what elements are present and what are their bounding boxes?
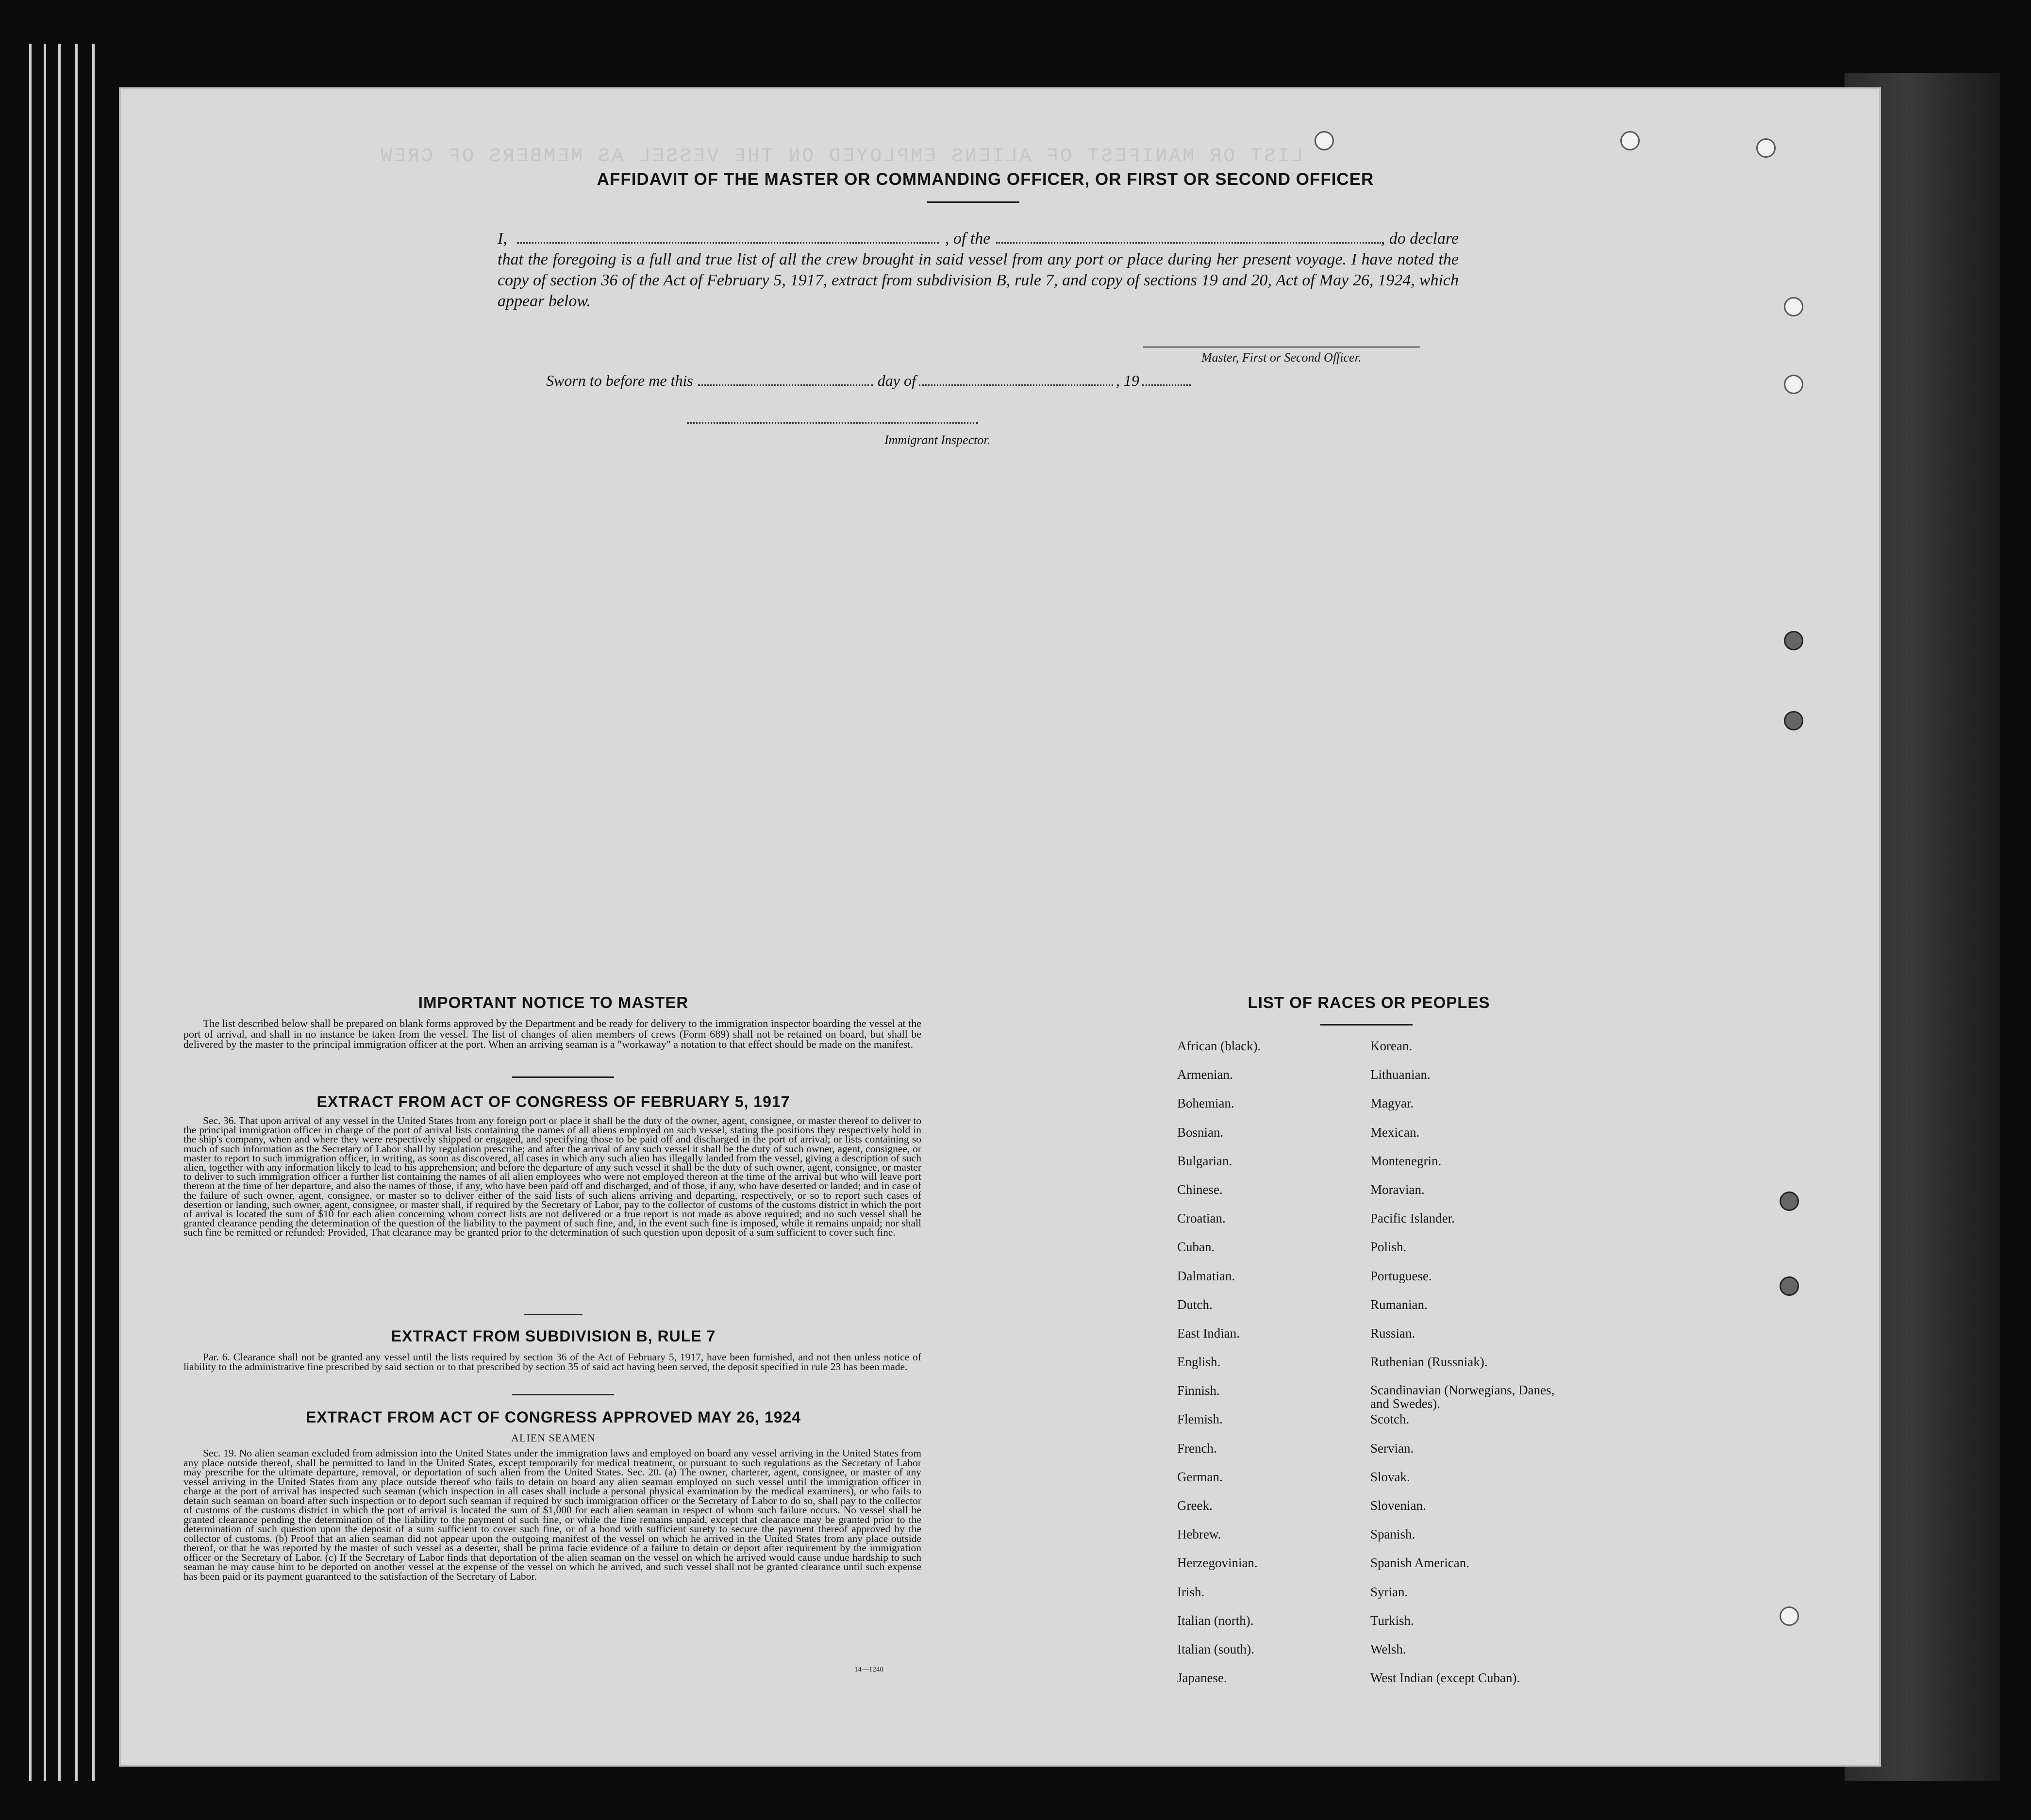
race-item: West Indian (except Cuban). bbox=[1370, 1671, 1520, 1686]
race-item: Slovenian. bbox=[1370, 1498, 1426, 1513]
notice-text: The list described below shall be prepared on blank forms approved by the Department and be ready for delivery to the immigration inspector boarding the vessel at the port of arrival, and shall in no instance be taken from the vessel. The list of changes of alien members of crews (Form 689) shall not be retained on board, but shall be delivered by the master to the principal immigration officer at the port. When an arriving seaman is a "workaway" a notation to that effect should be made on the manifest. bbox=[183, 1017, 921, 1050]
race-item: Pacific Islander. bbox=[1370, 1211, 1455, 1226]
affidavit-body bbox=[498, 228, 1459, 312]
race-item: Croatian. bbox=[1177, 1211, 1226, 1226]
extract1-text: Sec. 36. That upon arrival of any vessel in the United States from any foreign port or place it shall be the duty of the owner, agent, consignee, or master thereof to deliver to the principal immigration officer in charge of the port of arrival lists containing the names of all aliens employed on such vessel, stating the positions they respectively hold in the ship's company, when and where they were respectively shipped or engaged, and specifying those to be paid off and discharged in the port of arrival; or lists containing so much of such information as the Secretary of Labor shall by regulation prescribe; and after the arrival of any such vessel it shall be the duty of such owner, agent, consignee, or master to report to such immigration officer, in writing, as soon as discovered, all cases in which any such alien has illegally landed from the vessel, giving a description of such alien, together with any information likely to lead to his apprehension; and before the departure of any such vessel it shall be the duty of such owner, agent, consignee, or master to deliver to such immigration officer a further list containing the names of all alien employees who were not employed thereon at the time of the arrival but who will leave port thereon at the time of her departure, and also the names of those, if any, who have been paid off and discharged, and of those, if any, who have deserted or landed; and in case of the failure of such owner, agent, consignee, or master so to deliver either of the said lists of such aliens arriving and departing, respectively, or so to report such cases of desertion or landing, such owner, agent, consignee, or master shall, if required by the Secretary of Labor, pay to the collector of customs of the customs district in which the port of arrival is located the sum of $10 for each alien concerning whom correct lists are not delivered or a true report is not made as above required; and no such vessel shall be granted clearance pending the determination of the question of the liability to the payment of such fine, and, in the event such fine is imposed, while it remains unpaid; nor shall such fine be remitted or refunded: Provided, That clearance may be granted prior to the determination of such question upon deposit of a sum sufficient to cover such fine. bbox=[183, 1115, 921, 1239]
race-item: Bosnian. bbox=[1177, 1125, 1224, 1140]
inspector-caption: Immigrant Inspector. bbox=[884, 433, 991, 447]
race-item: Finnish. bbox=[1177, 1383, 1220, 1398]
extract3-text: Sec. 19. No alien seaman excluded from admission into the United States under the immigration laws and employed on board any vessel arriving in the United States from any place outside thereof, shall be permitted to land in the United States, except temporarily for medical treatment, or pursuant to such regulations as the Secretary of Labor may prescribe for the ultimate departure, removal, or deportation of such alien from the United States. Sec. 20. (a) The owner, charterer, agent, consignee, or master of any vessel arriving in the United States from any place outside thereof who fails to detain on board any alien seaman employed on such vessel until the immigration officer in charge at the port of arrival has inspected such seaman (which inspection in all cases shall include a personal physical examination by the medical examiners), or who fails to detain such seaman on board after such inspection or to deport such seaman if required by such immigration officer or the Secretary of Labor to do so, shall pay to the collector of customs of the customs district in which the port of arrival is located the sum of $1,000 for each alien seaman in respect of whom such failure occurs. No vessel shall be granted clearance pending the determination of the liability to the payment of such fine, or while the fine remains unpaid, except that clearance may be granted prior to the determination of such question upon the deposit of a sum sufficient to cover such fine, or of a bond with sufficient surety to secure the payment thereof approved by the collector of customs. (b) Proof that an alien seaman did not appear upon the outgoing manifest of the vessel on which he arrived in the United States from any place outside thereof, or that he was reported by the master of such vessel as a deserter, shall be prima facie evidence of a failure to detain or deport after requirement by the immigration officer or the Secretary of Labor. (c) If the Secretary of Labor finds that deportation of the alien seaman on the vessel on which he arrived would cause undue hardship to such seaman he may cause him to be deported on another vessel at the expense of the vessel on which he arrived, and such vessel shall not be granted clearance until such expense has been paid or its payment guaranteed to the satisfaction of the Secretary of Labor. bbox=[183, 1447, 921, 1582]
race-item: Spanish. bbox=[1370, 1527, 1415, 1542]
races-title-rule bbox=[1320, 1024, 1413, 1026]
punch-hole bbox=[1780, 1191, 1799, 1211]
of-the-label: , of the bbox=[945, 230, 991, 248]
race-item: Bohemian. bbox=[1177, 1096, 1234, 1111]
section-rule bbox=[512, 1076, 614, 1078]
extract3-title: EXTRACT FROM ACT OF CONGRESS APPROVED MAY 26, 1924 bbox=[305, 1408, 801, 1426]
race-item: Rumanian. bbox=[1370, 1297, 1428, 1312]
section-rule bbox=[524, 1314, 583, 1315]
race-item: Montenegrin. bbox=[1370, 1153, 1442, 1168]
race-item: Scandinavian (Norwegians, Danes, and Swedes). bbox=[1370, 1383, 1555, 1411]
declaration-line bbox=[498, 228, 1459, 249]
race-item: Turkish. bbox=[1370, 1613, 1414, 1628]
extract2-title: EXTRACT FROM SUBDIVISION B, RULE 7 bbox=[391, 1327, 716, 1345]
race-item: Welsh. bbox=[1370, 1641, 1406, 1656]
punch-hole bbox=[1784, 631, 1803, 650]
race-item: Cuban. bbox=[1177, 1240, 1215, 1255]
sworn-label: Sworn to before me this bbox=[546, 372, 693, 389]
race-item: Moravian. bbox=[1370, 1182, 1425, 1197]
race-item: Bulgarian. bbox=[1177, 1153, 1232, 1168]
punch-hole bbox=[1780, 1606, 1799, 1626]
race-item: Russian. bbox=[1370, 1325, 1415, 1340]
punch-hole bbox=[1756, 138, 1776, 158]
race-item: Hebrew. bbox=[1177, 1527, 1221, 1542]
vessel-field[interactable] bbox=[996, 242, 1381, 244]
race-item: Italian (south). bbox=[1177, 1641, 1254, 1656]
punch-hole bbox=[1784, 297, 1803, 316]
inspector-signature-line[interactable] bbox=[687, 422, 978, 425]
i-label: I, bbox=[498, 230, 507, 248]
section-rule bbox=[512, 1394, 614, 1395]
race-item: Polish. bbox=[1370, 1240, 1407, 1255]
race-item: Dutch. bbox=[1177, 1297, 1213, 1312]
punch-hole bbox=[1784, 375, 1803, 394]
race-item: Ruthenian (Russniak). bbox=[1370, 1355, 1488, 1370]
race-item: Armenian. bbox=[1177, 1067, 1233, 1082]
punch-hole bbox=[1780, 1276, 1799, 1296]
race-item: Spanish American. bbox=[1370, 1555, 1469, 1571]
race-item: Syrian. bbox=[1370, 1584, 1408, 1599]
race-item: German. bbox=[1177, 1469, 1223, 1484]
day-of-label: day of bbox=[877, 372, 916, 389]
extract1-title: EXTRACT FROM ACT OF CONGRESS OF FEBRUARY 5, 1917 bbox=[316, 1093, 790, 1110]
notice-title: IMPORTANT NOTICE TO MASTER bbox=[418, 993, 689, 1011]
race-item: Magyar. bbox=[1370, 1096, 1414, 1111]
race-item: Korean. bbox=[1370, 1039, 1413, 1053]
races-title: LIST OF RACES OR PEOPLES bbox=[1248, 993, 1490, 1011]
race-item: Herzegovinian. bbox=[1177, 1555, 1258, 1571]
race-item: Scotch. bbox=[1370, 1412, 1410, 1427]
race-item: English. bbox=[1177, 1355, 1221, 1370]
master-caption: Master, First or Second Officer. bbox=[1201, 350, 1362, 364]
race-item: Irish. bbox=[1177, 1584, 1205, 1599]
extract3-subtitle: ALIEN SEAMEN bbox=[511, 1432, 596, 1444]
day-field[interactable] bbox=[698, 384, 873, 386]
race-item: Slovak. bbox=[1370, 1469, 1410, 1484]
year-label: , 19 bbox=[1115, 372, 1139, 389]
affidavit-title: AFFIDAVIT OF THE MASTER OR COMMANDING OFFICER, OR FIRST OR SECOND OFFICER bbox=[597, 170, 1374, 189]
race-item: Chinese. bbox=[1177, 1182, 1223, 1197]
race-item: Greek. bbox=[1177, 1498, 1213, 1513]
punch-hole bbox=[1784, 711, 1803, 730]
punch-hole bbox=[1315, 131, 1334, 150]
affidavit-statement: that the foregoing is a full and true list of all the crew brought in said vessel from any port or place during her present voyage. I have noted the copy of section 36 of the Act of February 5, 1917, extract from subdivision B, rule 7, and copy of sections 19 and 20, Act of May 26, 1924, which appear below. bbox=[498, 250, 1459, 310]
month-field[interactable] bbox=[919, 384, 1113, 386]
race-item: East Indian. bbox=[1177, 1325, 1240, 1340]
name-field[interactable] bbox=[517, 242, 939, 244]
race-item: Mexican. bbox=[1370, 1125, 1420, 1140]
binding-edges bbox=[19, 44, 121, 1781]
race-item: Dalmatian. bbox=[1177, 1268, 1235, 1283]
year-field[interactable] bbox=[1142, 384, 1191, 386]
race-item: Portuguese. bbox=[1370, 1268, 1432, 1283]
extract2-text: Par. 6. Clearance shall not be granted any vessel until the lists required by section 36 of the Act of February 5, 1917, have been furnished, and not then unless notice of liability to the administrative fine prescribed by said section or to that prescribed by section 35 of said act having been served, the deposit specified in rule 23 has been made. bbox=[183, 1351, 921, 1373]
title-rule bbox=[927, 201, 1019, 203]
punch-hole bbox=[1620, 131, 1640, 150]
race-item: Italian (north). bbox=[1177, 1613, 1254, 1628]
race-item: Japanese. bbox=[1177, 1671, 1227, 1686]
sworn-line bbox=[546, 370, 1216, 391]
races-right-column bbox=[1370, 1039, 1574, 1699]
form-number: 14—1240 bbox=[854, 1666, 883, 1673]
race-item: French. bbox=[1177, 1440, 1217, 1456]
do-declare-label: , do declare bbox=[1381, 230, 1459, 248]
bleed-through-title: LIST OR MANIFEST OF ALIENS EMPLOYED ON THE VESSEL AS MEMBERS OF CREW bbox=[379, 146, 1303, 167]
race-item: Flemish. bbox=[1177, 1412, 1223, 1427]
race-item: Servian. bbox=[1370, 1440, 1414, 1456]
races-left-column bbox=[1177, 1039, 1261, 1699]
race-item: African (black). bbox=[1177, 1039, 1261, 1053]
race-item: Lithuanian. bbox=[1370, 1067, 1431, 1082]
